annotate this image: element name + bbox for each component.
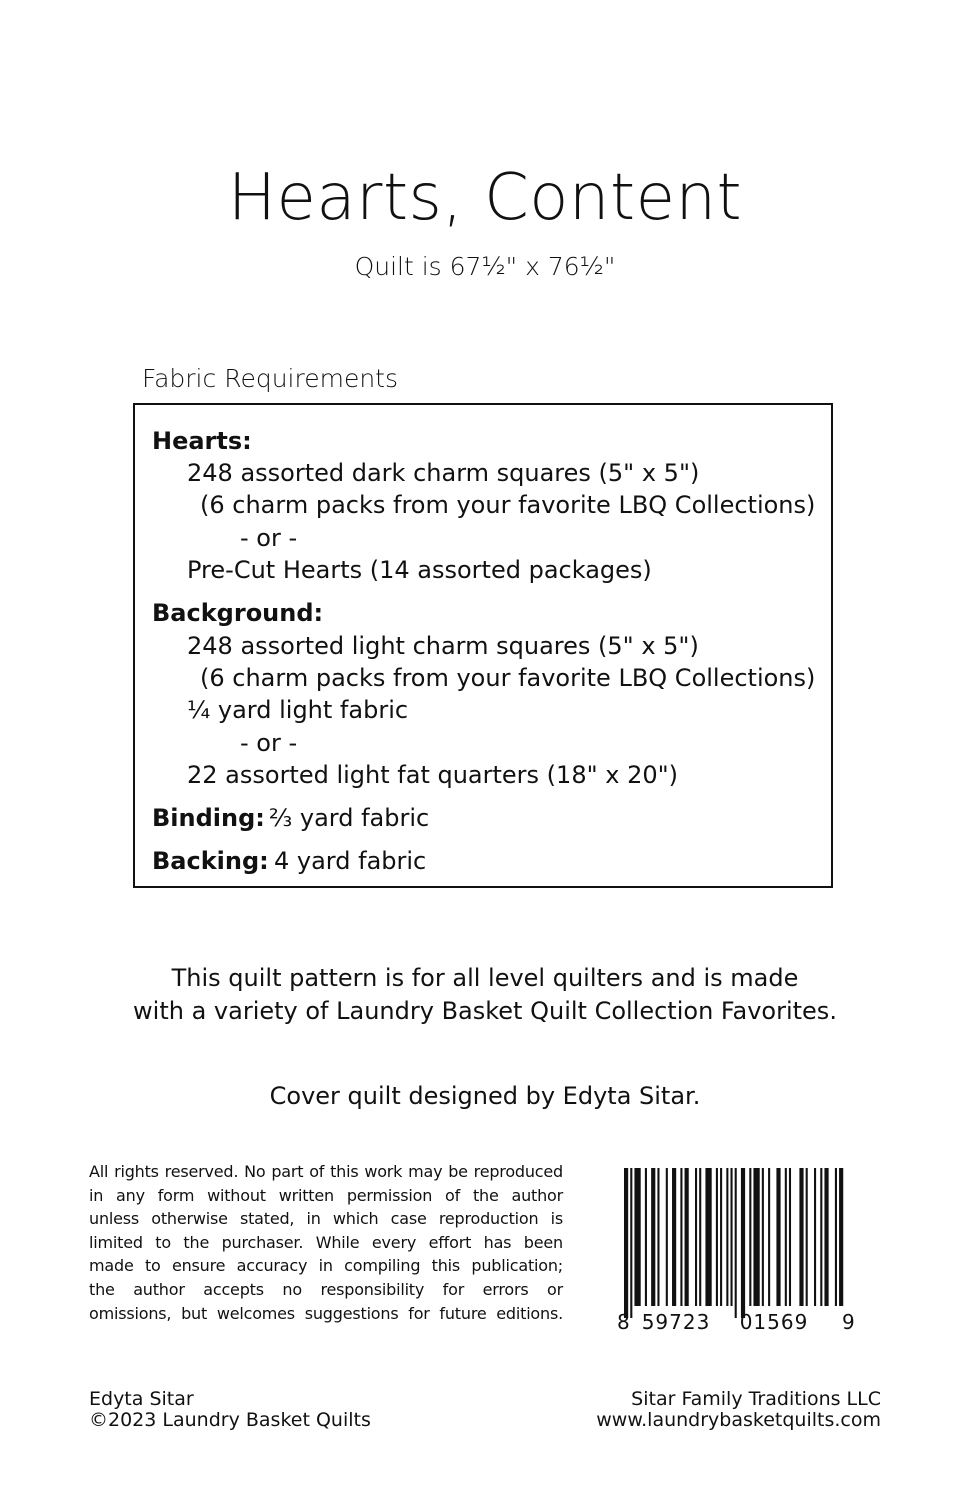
barcode-bar [806,1168,808,1306]
legal-line: limited to the purchaser. While every effort has been [89,1232,563,1252]
legal-line: in any form without written permission of the author [89,1185,563,1205]
barcode-bar [839,1168,843,1306]
footer-copyright: ©2023 Laundry Basket Quilts [89,1409,371,1431]
legal-line: made to ensure accuracy in compiling this publication; [89,1256,563,1276]
barcode-bar [680,1168,682,1306]
barcode-bar [705,1168,711,1306]
barcode-bar [657,1168,659,1306]
barcode-bar [749,1168,751,1306]
hearts-or: - or - [240,524,298,552]
hearts-line-2: (6 charm packs from your favorite LBQ Collections) [200,491,816,519]
legal-line: omissions, but welcomes suggestions for future editions. [89,1303,563,1323]
barcode-bar [634,1168,640,1306]
description-line-1: This quilt pattern is for all level quilters and is made [171,964,799,992]
backing-label: Backing: [152,847,269,875]
barcode-bar [645,1168,647,1306]
binding-label: Binding: [152,804,265,832]
requirements-heading: Fabric Requirements [142,364,398,393]
barcode-graphic [612,1168,844,1318]
legal-notice [89,1160,563,1325]
hearts-line-3: Pre-Cut Hearts (14 assorted packages) [187,556,652,584]
quilt-size: Quilt is 67½" x 76½" [354,252,616,281]
footer-website: www.laundrybasketquilts.com [596,1409,881,1431]
barcode-bar [814,1168,816,1306]
barcode-bar [789,1168,791,1306]
barcode-bar [785,1168,787,1306]
barcode-bar [699,1168,701,1306]
barcode-bar [651,1168,655,1306]
background-line-3: ¼ yard light fabric [187,696,409,724]
background-line-4: 22 assorted light fat quarters (18" x 20") [187,761,679,789]
barcode-bar [624,1168,628,1318]
barcode-last-digit: 9 [842,1310,856,1334]
barcode-bar [695,1168,697,1306]
hearts-label: Hearts: [152,427,252,455]
binding-value: ⅔ yard fabric [269,804,430,832]
background-line-2: (6 charm packs from your favorite LBQ Collections) [200,664,816,692]
barcode-bar [630,1168,632,1318]
legal-line: the author accepts no responsibility for errors or [89,1279,563,1299]
designer-credit: Cover quilt designed by Edyta Sitar. [269,1082,701,1110]
barcode-bar [726,1168,728,1306]
barcode-bar [741,1168,745,1318]
description-line-2: with a variety of Laundry Basket Quilt Collection Favorites. [133,997,837,1025]
barcode-bar [720,1168,722,1306]
barcode-left-digits: 59723 [641,1310,711,1334]
barcode-bar [762,1168,764,1306]
background-or: - or - [240,729,298,757]
barcode-right-digits: 01569 [739,1310,809,1334]
barcode-bar [666,1168,668,1306]
barcode-bar [799,1168,803,1306]
barcode-bar [672,1168,676,1306]
barcode-bar [824,1168,828,1306]
barcode-bar [716,1168,718,1306]
barcode-bar [820,1168,822,1306]
footer-company: Sitar Family Traditions LLC [631,1388,881,1410]
barcode-bar [835,1168,837,1306]
backing-value: 4 yard fabric [274,847,427,875]
background-line-1: 248 assorted light charm squares (5" x 5") [187,632,699,660]
barcode-bar [735,1168,737,1318]
background-label: Background: [152,599,324,627]
legal-line: All rights reserved. No part of this work may be reproduced [89,1162,563,1181]
barcode-bar [768,1168,770,1306]
barcode-bar [730,1168,732,1306]
footer-author: Edyta Sitar [89,1388,194,1410]
barcode-bar [685,1168,689,1306]
page-title: Hearts, Content [227,161,743,235]
barcode-first-digit: 8 [617,1310,631,1334]
barcode-bar [776,1168,780,1306]
hearts-line-1: 248 assorted dark charm squares (5" x 5") [187,459,700,487]
barcode-bar [753,1168,759,1306]
requirements-box [133,403,833,888]
legal-line: unless otherwise stated, in which case reproduction is [89,1209,563,1229]
